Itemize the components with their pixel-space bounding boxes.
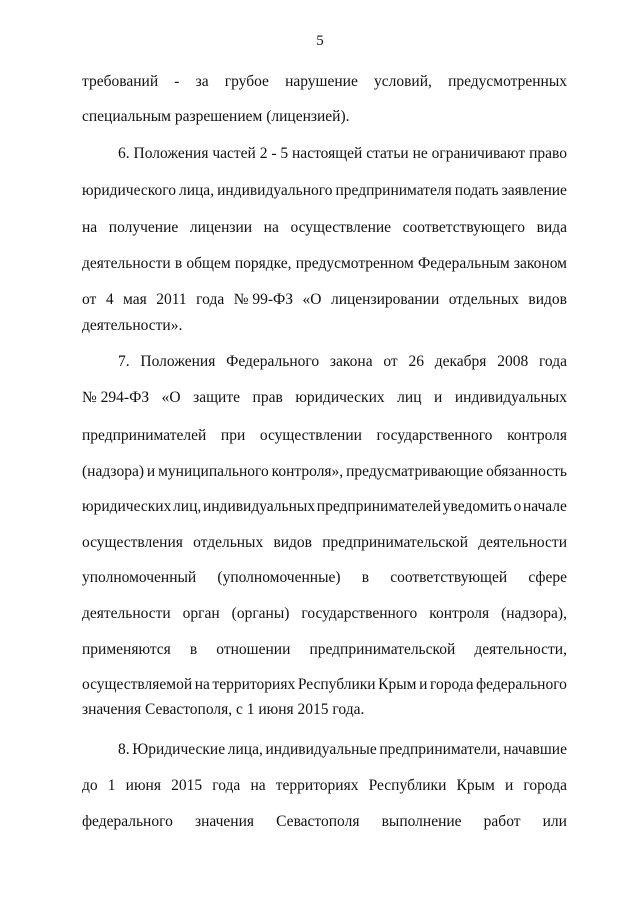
word: начале <box>522 498 567 515</box>
word: предусматривающие <box>346 463 484 480</box>
word: Республики <box>368 777 447 794</box>
word: Республики <box>297 676 376 693</box>
word: декабря <box>434 353 487 370</box>
word: (надзора), <box>501 605 567 622</box>
word: применяются <box>82 641 171 658</box>
word: Положения <box>140 353 216 370</box>
word: 2011 <box>156 291 187 308</box>
text-line: специальным разрешением (лицензией). <box>82 108 350 125</box>
word: ограничивают <box>431 145 526 162</box>
word: при <box>220 427 246 444</box>
word: сфере <box>528 569 567 586</box>
word: 2015 <box>171 777 203 794</box>
word: предпринимательской <box>309 641 456 658</box>
text-line <box>82 462 567 482</box>
word: настоящей <box>292 145 363 162</box>
text-line <box>82 426 567 446</box>
word: соответствующей <box>390 569 508 586</box>
word: муниципального <box>158 463 269 480</box>
word: Юридические <box>132 741 226 758</box>
word: индивидуальных <box>454 389 567 406</box>
word: федерального <box>82 813 173 830</box>
word: выполнение <box>381 813 462 830</box>
word: территориях <box>212 676 296 693</box>
word: 2008 <box>497 353 529 370</box>
text-line <box>82 181 567 201</box>
text-line <box>82 254 567 274</box>
text-line: значения Севастополя, с 1 июня 2015 года. <box>82 701 365 718</box>
word: лиц <box>397 389 422 406</box>
word: 26 <box>408 353 424 370</box>
word: июня <box>125 777 161 794</box>
word: о <box>513 498 522 515</box>
word: прав <box>252 389 283 406</box>
word: 1 <box>107 777 116 794</box>
text-line <box>82 72 567 92</box>
word: на <box>250 777 266 794</box>
word: обязанность <box>486 463 567 480</box>
word: закона <box>329 353 373 370</box>
word: деятельности, <box>474 641 567 658</box>
word: и <box>146 463 156 480</box>
word: уполномоченный <box>82 569 197 586</box>
word: лица, <box>178 182 215 199</box>
word: деятельности <box>82 255 171 272</box>
word: в <box>174 255 183 272</box>
word: осуществлении <box>259 427 362 444</box>
word: государственного <box>376 427 493 444</box>
text-line <box>82 568 567 588</box>
word: государственного <box>301 605 418 622</box>
word: видов <box>273 534 313 551</box>
word: работ <box>483 813 521 830</box>
word: № 294-ФЗ <box>82 389 150 406</box>
text-line <box>82 290 567 310</box>
word: или <box>542 813 567 830</box>
word: осуществляемой <box>82 676 193 693</box>
word: право <box>529 145 567 162</box>
word: уведомить <box>442 498 512 515</box>
word: территориях <box>275 777 359 794</box>
word: юридических <box>82 498 172 515</box>
word: (уполномоченные) <box>217 569 341 586</box>
text-line <box>82 218 567 238</box>
word: видов <box>528 291 567 308</box>
word: контроля», <box>271 463 344 480</box>
word: лиц, <box>173 498 202 515</box>
word: на <box>194 676 210 693</box>
text-line <box>118 352 567 372</box>
word: условий, <box>374 73 432 90</box>
word: года <box>538 353 567 370</box>
word: на <box>82 219 98 236</box>
text-line <box>118 144 567 164</box>
word: подать <box>454 182 499 199</box>
text-line <box>82 604 567 624</box>
text-line <box>82 497 567 517</box>
word: предусмотренных <box>448 73 567 90</box>
word: отношении <box>216 641 291 658</box>
word: законом <box>513 255 567 272</box>
word: и <box>504 777 514 794</box>
word: 4 <box>105 291 114 308</box>
word: года <box>212 777 241 794</box>
word: предпринимателей <box>82 427 207 444</box>
word: индивидуальные <box>265 741 377 758</box>
word: частей <box>212 145 256 162</box>
word: юридического <box>82 182 176 199</box>
word: от <box>383 353 398 370</box>
word: 6. <box>118 145 130 162</box>
text-line <box>82 776 567 796</box>
text-line <box>82 640 567 660</box>
word: № 99-ФЗ <box>233 291 294 308</box>
word: орган <box>182 605 220 622</box>
text-line: деятельности». <box>82 317 183 334</box>
word: индивидуальных <box>202 498 316 515</box>
text-line <box>82 675 567 695</box>
word: - <box>174 73 180 90</box>
word: города <box>523 777 567 794</box>
word: в <box>361 569 370 586</box>
word: предприниматели, <box>379 741 501 758</box>
word: на <box>263 219 279 236</box>
word: предпринимателя <box>335 182 452 199</box>
word: (надзора) <box>82 463 144 480</box>
word: вида <box>536 219 567 236</box>
word: контроля <box>429 605 490 622</box>
word: не <box>412 145 428 162</box>
word: «О <box>161 389 181 406</box>
word: предпринимателей <box>316 498 442 515</box>
word: предпринимательской <box>322 534 469 551</box>
word: деятельности <box>478 534 567 551</box>
word: лицензии <box>189 219 253 236</box>
text-line <box>118 740 567 760</box>
word: «О <box>302 291 322 308</box>
word: 8. <box>118 741 130 758</box>
word: лицензировании <box>330 291 440 308</box>
word: Севастополя <box>276 813 360 830</box>
word: порядке, <box>234 255 292 272</box>
word: осуществления <box>82 534 183 551</box>
word: за <box>195 73 209 90</box>
word: значения <box>194 813 255 830</box>
word: грубое <box>224 73 269 90</box>
word: Федерального <box>226 353 320 370</box>
word: Крым <box>378 676 417 693</box>
word: в <box>189 641 198 658</box>
word: и <box>419 676 428 693</box>
word: лица, <box>227 741 263 758</box>
word: 7. <box>118 353 130 370</box>
word: начавшие <box>503 741 567 758</box>
text-line <box>82 812 567 832</box>
word: отдельных <box>193 534 264 551</box>
word: (органы) <box>231 605 290 622</box>
word: до <box>82 777 98 794</box>
word: Федеральным <box>417 255 510 272</box>
word: соответствующего <box>402 219 525 236</box>
text-line <box>82 533 567 553</box>
word: контроля <box>507 427 567 444</box>
word: года <box>196 291 225 308</box>
word: получение <box>108 219 179 236</box>
word: осуществление <box>290 219 392 236</box>
word: отдельных <box>448 291 519 308</box>
word: индивидуального <box>217 182 333 199</box>
word: нарушение <box>285 73 358 90</box>
word: мая <box>123 291 147 308</box>
text-line <box>82 388 567 408</box>
word: федерального <box>476 676 567 693</box>
word: Положения <box>133 145 209 162</box>
word: общем <box>186 255 231 272</box>
word: города <box>429 676 474 693</box>
page-number: 5 <box>316 33 324 49</box>
word: и <box>434 389 443 406</box>
word: защите <box>193 389 240 406</box>
word: заявление <box>501 182 567 199</box>
word: от <box>82 291 97 308</box>
word: юридических <box>295 389 385 406</box>
word: требований <box>82 73 159 90</box>
word: деятельности <box>82 605 171 622</box>
word: 2 - 5 <box>259 145 289 162</box>
word: предусмотренном <box>295 255 414 272</box>
word: статьи <box>366 145 409 162</box>
word: Крым <box>456 777 495 794</box>
